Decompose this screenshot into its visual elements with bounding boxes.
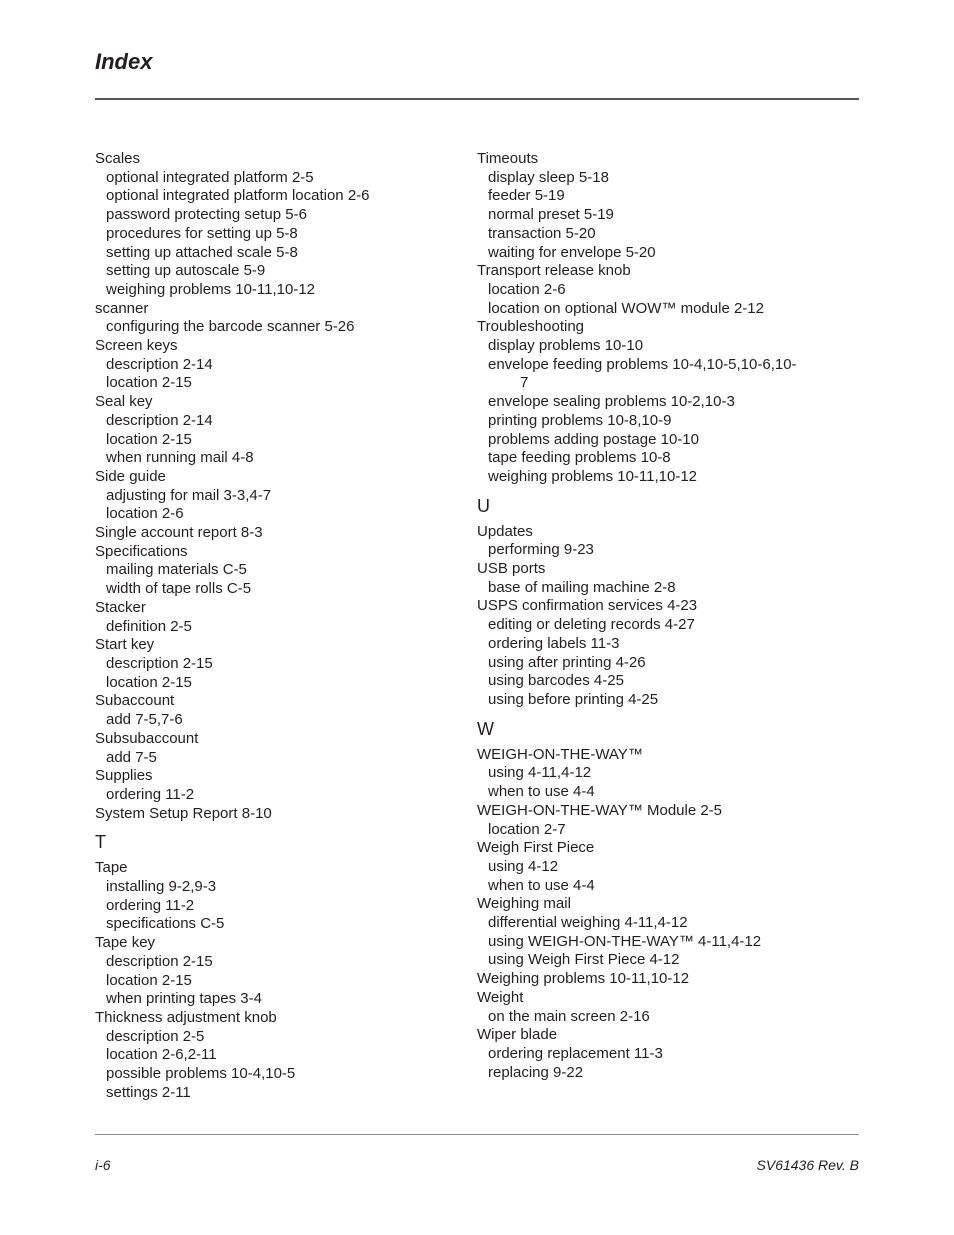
index-subentry: mailing materials C-5	[106, 561, 247, 579]
index-entry: Start key	[95, 636, 155, 654]
index-subentry: location 2-6	[488, 280, 566, 298]
index-subentry: configuring the barcode scanner 5-26	[106, 318, 355, 336]
index-entry: Stacker	[95, 598, 146, 616]
footer-rule	[95, 1134, 859, 1135]
index-subentry: password protecting setup 5-6	[106, 206, 307, 224]
index-entry: Tape	[95, 859, 128, 877]
index-entry: Screen keys	[95, 337, 178, 355]
index-subentry: weighing problems 10-11,10-12	[488, 467, 698, 485]
index-subentry: description 2-15	[106, 952, 213, 970]
index-subentry: on the main screen 2-16	[488, 1007, 650, 1025]
index-subentry: location 2-6	[106, 505, 184, 523]
index-subentry: ordering labels 11-3	[488, 634, 620, 652]
index-subentry: normal preset 5-19	[488, 206, 614, 224]
index-subentry: add 7-5,7-6	[106, 711, 183, 729]
index-entry: Updates	[477, 522, 533, 540]
index-subentry: ordering replacement 11-3	[488, 1044, 663, 1062]
index-entry: Scales	[95, 150, 141, 167]
index-subentry: envelope feeding problems 10-4,10-5,10-6,10-	[488, 355, 797, 373]
index-subentry: width of tape rolls C-5	[106, 580, 252, 598]
index-subentry: envelope sealing problems 10-2,10-3	[488, 393, 735, 411]
page-title: Index	[95, 49, 153, 74]
index-column-left	[95, 150, 465, 1102]
index-subentry: replacing 9-22	[488, 1063, 584, 1081]
index-subentry: description 2-14	[106, 355, 213, 373]
index-subentry: using 4-11,4-12	[488, 764, 592, 782]
index-subentry: optional integrated platform 2-5	[106, 168, 314, 186]
document-id: SV61436 Rev. B	[756, 1157, 859, 1173]
index-subentry: ordering 11-2	[106, 896, 195, 914]
index-subentry: feeder 5-19	[488, 187, 565, 205]
index-subentry: base of mailing machine 2-8	[488, 578, 676, 596]
index-entry: Timeouts	[477, 150, 539, 167]
index-subentry: ordering 11-2	[106, 785, 195, 803]
index-entry: Subsubaccount	[95, 729, 199, 747]
index-subentry: using before printing 4-25	[488, 690, 659, 708]
index-subentry: display sleep 5-18	[488, 168, 609, 186]
index-subentry: location 2-7	[488, 820, 566, 838]
index-subentry: optional integrated platform location 2-6	[106, 187, 370, 205]
index-subentry: location 2-15	[106, 971, 192, 989]
index-subentry: when to use 4-4	[488, 783, 595, 801]
index-subentry: editing or deleting records 4-27	[488, 616, 695, 634]
index-subentry: description 2-15	[106, 654, 213, 672]
index-subentry: description 2-5	[106, 1027, 205, 1045]
index-entry: scanner	[95, 299, 149, 317]
index-subentry: 7	[520, 374, 529, 392]
index-subentry: waiting for envelope 5-20	[488, 243, 656, 261]
index-subentry: using after printing 4-26	[488, 653, 646, 671]
index-entry: Weighing mail	[477, 895, 571, 913]
index-subentry: using Weigh First Piece 4-12	[488, 951, 680, 969]
index-subentry: specifications C-5	[106, 915, 225, 933]
index-subentry: using WEIGH-ON-THE-WAY™ 4-11,4-12	[488, 932, 762, 950]
index-subentry: description 2-14	[106, 411, 213, 429]
index-subentry: location 2-6,2-11	[106, 1046, 217, 1064]
index-entry: Troubleshooting	[477, 318, 585, 336]
index-subentry: when printing tapes 3-4	[106, 990, 262, 1008]
index-subentry: installing 9-2,9-3	[106, 878, 217, 896]
index-letter-heading: T	[95, 832, 106, 853]
index-subentry: differential weighing 4-11,4-12	[488, 914, 688, 932]
index-subentry: transaction 5-20	[488, 224, 596, 242]
index-subentry: when running mail 4-8	[106, 449, 254, 467]
index-entry: WEIGH-ON-THE-WAY™ Module 2-5	[477, 801, 723, 819]
index-letter-heading: U	[477, 495, 490, 516]
index-letter-heading: W	[477, 718, 494, 739]
index-entry: Weight	[477, 988, 524, 1006]
index-subentry: setting up attached scale 5-8	[106, 243, 298, 261]
index-entry: Single account report 8-3	[95, 524, 263, 542]
index-entry: USB ports	[477, 560, 546, 578]
index-subentry: location 2-15	[106, 430, 192, 448]
header-rule	[95, 98, 859, 100]
index-subentry: settings 2-11	[106, 1083, 191, 1101]
index-subentry: printing problems 10-8,10-9	[488, 411, 672, 429]
index-entry: Specifications	[95, 542, 188, 560]
index-subentry: adjusting for mail 3-3,4-7	[106, 486, 272, 504]
index-subentry: problems adding postage 10-10	[488, 430, 699, 448]
index-subentry: using 4-12	[488, 857, 559, 875]
index-subentry: display problems 10-10	[488, 337, 644, 355]
index-subentry: location on optional WOW™ module 2-12	[488, 299, 764, 317]
index-entry: WEIGH-ON-THE-WAY™	[477, 745, 643, 763]
index-subentry: procedures for setting up 5-8	[106, 224, 298, 242]
index-entry: Side guide	[95, 467, 166, 485]
index-entry: Supplies	[95, 767, 153, 785]
index-subentry: performing 9-23	[488, 541, 594, 559]
index-entry: Wiper blade	[477, 1026, 558, 1044]
index-subentry: add 7-5	[106, 748, 157, 766]
index-entry: Tape key	[95, 934, 156, 952]
index-entry: Weigh First Piece	[477, 839, 595, 857]
index-entry: USPS confirmation services 4-23	[477, 597, 698, 615]
index-subentry: possible problems 10-4,10-5	[106, 1065, 296, 1083]
index-column-right	[477, 150, 847, 1082]
index-entry: Weighing problems 10-11,10-12	[477, 970, 690, 988]
index-subentry: using barcodes 4-25	[488, 672, 624, 690]
index-entry: Subaccount	[95, 692, 175, 710]
index-subentry: definition 2-5	[106, 617, 192, 635]
index-subentry: when to use 4-4	[488, 876, 595, 894]
index-entry: System Setup Report 8-10	[95, 804, 272, 822]
index-entry: Seal key	[95, 393, 153, 411]
page-number: i-6	[95, 1157, 111, 1173]
index-subentry: weighing problems 10-11,10-12	[106, 280, 316, 298]
index-subentry: setting up autoscale 5-9	[106, 262, 266, 280]
index-entry: Transport release knob	[477, 262, 631, 280]
index-subentry: location 2-15	[106, 673, 192, 691]
index-subentry: location 2-15	[106, 374, 192, 392]
index-entry: Thickness adjustment knob	[95, 1008, 277, 1026]
index-subentry: tape feeding problems 10-8	[488, 449, 671, 467]
